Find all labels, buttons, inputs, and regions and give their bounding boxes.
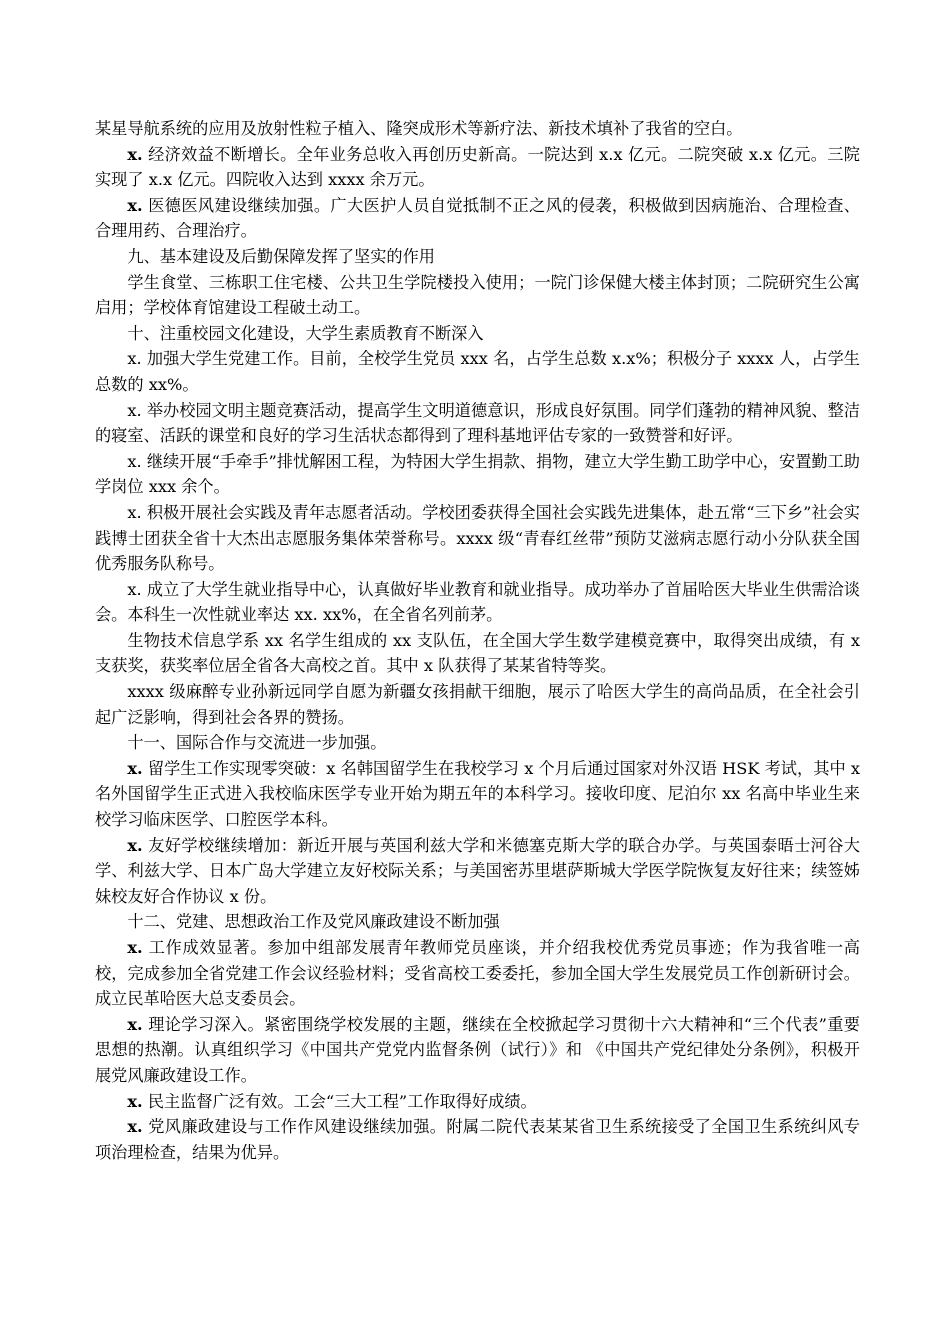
paragraph-text: 理论学习深入。紧密围绕学校发展的主题，继续在全校掀起学习贯彻十六大精神和“三个代表”重要思想的热潮。认真组织学习《中国共产党党内监督条例（试行）》和 《中国共产党纪律处分条例》，积极开展党风廉政建设工作。 bbox=[95, 1014, 860, 1085]
paragraph-text: 学生食堂、三栋职工住宅楼、公共卫生学院楼投入使用；一院门诊保健大楼主体封顶；二院研究生公寓启用；学校体育馆建设工程破土动工。 bbox=[95, 272, 860, 318]
body-paragraph bbox=[95, 833, 860, 910]
body-paragraph bbox=[95, 1012, 860, 1089]
body-paragraph bbox=[95, 628, 860, 679]
paragraph-text: 留学生工作实现零突破：x 名韩国留学生在我校学习 x 个月后通过国家对外汉语 HSK 考试，其中 x 名外国留学生正式进入我校临床医学专业开始为期五年的本科学习。接收印度、尼泊尔 xx 名高中毕业生来校学习临床医学、口腔医学本科。 bbox=[95, 758, 860, 830]
body-paragraph bbox=[95, 398, 860, 449]
paragraph-text: 党风廉政建设与工作作风建设继续加强。附属二院代表某某省卫生系统接受了全国卫生系统纠风专项治理检查，结果为优异。 bbox=[95, 1117, 860, 1162]
paragraph-text: x. 举办校园文明主题竞赛活动，提高学生文明道德意识，形成良好氛围。同学们蓬勃的精神风貌、整洁的寝室、活跃的课堂和良好的学习生活状态都得到了理科基地评估专家的一致赞誉和好评。 bbox=[95, 400, 860, 446]
paragraph-text: 某星导航系统的应用及放射性粒子植入、隆突成形术等新疗法、新技术填补了我省的空白。 bbox=[95, 119, 743, 138]
body-paragraph bbox=[95, 935, 860, 1012]
paragraph-text: x. 加强大学生党建工作。目前，全校学生党员 xxx 名，占学生总数 x.x%；积极分子 xxxx 人，占学生总数的 xx%。 bbox=[95, 349, 860, 394]
paragraph-text: 民主监督广泛有效。工会“三大工程”工作取得好成绩。 bbox=[142, 1091, 537, 1111]
body-paragraph bbox=[95, 679, 860, 730]
body-paragraph bbox=[95, 1089, 860, 1115]
body-paragraph bbox=[95, 270, 860, 321]
paragraph-text: x. 继续开展“手牵手”排忧解困工程，为特困大学生捐款、捐物，建立大学生勤工助学中心，安置勤工助学岗位 xxx 余个。 bbox=[95, 451, 860, 497]
paragraph-text: 十一、国际合作与交流进一步加强。 bbox=[127, 733, 387, 753]
paragraph-text: x. 积极开展社会实践及青年志愿者活动。学校团委获得全国社会实践先进集体，赴五常“三下乡”社会实践博士团获全省十大杰出志愿服务集体荣誉称号。xxxx 级“青春红丝带”预防艾滋病志愿行动小分队获全国优秀服务队称号。 bbox=[95, 502, 860, 574]
paragraph-text: 生物技术信息学系 xx 名学生组成的 xx 支队伍，在全国大学生数学建模竞赛中，取得突出成绩，有 x 支获奖，获奖率位居全省各大高校之首。其中 x 队获得了某某省特等奖。 bbox=[95, 630, 860, 676]
body-paragraph bbox=[95, 142, 860, 193]
body-paragraph bbox=[95, 577, 860, 628]
section-heading bbox=[95, 244, 860, 270]
paragraph-text: 九、基本建设及后勤保障发挥了坚实的作用 bbox=[127, 246, 435, 266]
item-number: x. bbox=[127, 938, 143, 957]
section-heading bbox=[95, 321, 860, 347]
section-heading bbox=[95, 909, 860, 935]
paragraph-text: 经济效益不断增长。全年业务总收入再创历史新高。一院达到 x.x 亿元。二院突破 x.x 亿元。三院实现了 x.x 亿元。四院收入达到 xxxx 余万元。 bbox=[95, 144, 860, 190]
body-paragraph bbox=[95, 346, 860, 397]
paragraph-text: xxxx 级麻醉专业孙新远同学自愿为新疆女孩捐献干细胞，展示了哈医大学生的高尚品质，在全社会引起广泛影响，得到社会各界的赞扬。 bbox=[95, 682, 860, 727]
item-number: x. bbox=[127, 1117, 143, 1137]
body-paragraph bbox=[95, 1114, 860, 1165]
paragraph-text: x. 成立了大学生就业指导中心，认真做好毕业教育和就业指导。成功举办了首届哈医大毕业生供需洽谈会。本科生一次性就业率达 xx. xx%，在全省名列前茅。 bbox=[95, 579, 860, 625]
paragraph-text: 十二、党建、思想政治工作及党风廉政建设不断加强 bbox=[127, 912, 500, 932]
item-number: x. bbox=[127, 1014, 143, 1034]
document-body bbox=[95, 116, 860, 1165]
paragraph-text: 友好学校继续增加：新近开展与英国利兹大学和米德塞克斯大学的联合办学。与英国泰晤士河谷大学、利兹大学、日本广岛大学建立友好校际关系；与美国密苏里堪萨斯城大学医学院恢复友好往来；续签姊妹校友好合作协议 x 份。 bbox=[95, 835, 860, 906]
item-number: x. bbox=[127, 144, 143, 164]
item-number: x. bbox=[127, 758, 143, 778]
body-paragraph bbox=[95, 116, 860, 142]
body-paragraph bbox=[95, 449, 860, 500]
item-number: x. bbox=[127, 1091, 143, 1111]
paragraph-text: 医德医风建设继续加强。广大医护人员自觉抵制不正之风的侵袭，积极做到因病施治、合理检查、合理用药、合理治疗。 bbox=[95, 195, 860, 241]
paragraph-text: 十、注重校园文化建设，大学生素质教育不断深入 bbox=[127, 323, 484, 343]
body-paragraph bbox=[95, 193, 860, 244]
body-paragraph bbox=[95, 500, 860, 577]
body-paragraph bbox=[95, 756, 860, 833]
section-heading bbox=[95, 730, 860, 756]
item-number: x. bbox=[127, 195, 143, 215]
item-number: x. bbox=[127, 835, 143, 855]
paragraph-text: 工作成效显著。参加中组部发展青年教师党员座谈，并介绍我校优秀党员事迹；作为我省唯一高校，完成参加全省党建工作会议经验材料；受省高校工委委托，参加全国大学生发展党员工作创新研讨会。成立民革哈医大总支委员会。 bbox=[95, 938, 860, 1009]
